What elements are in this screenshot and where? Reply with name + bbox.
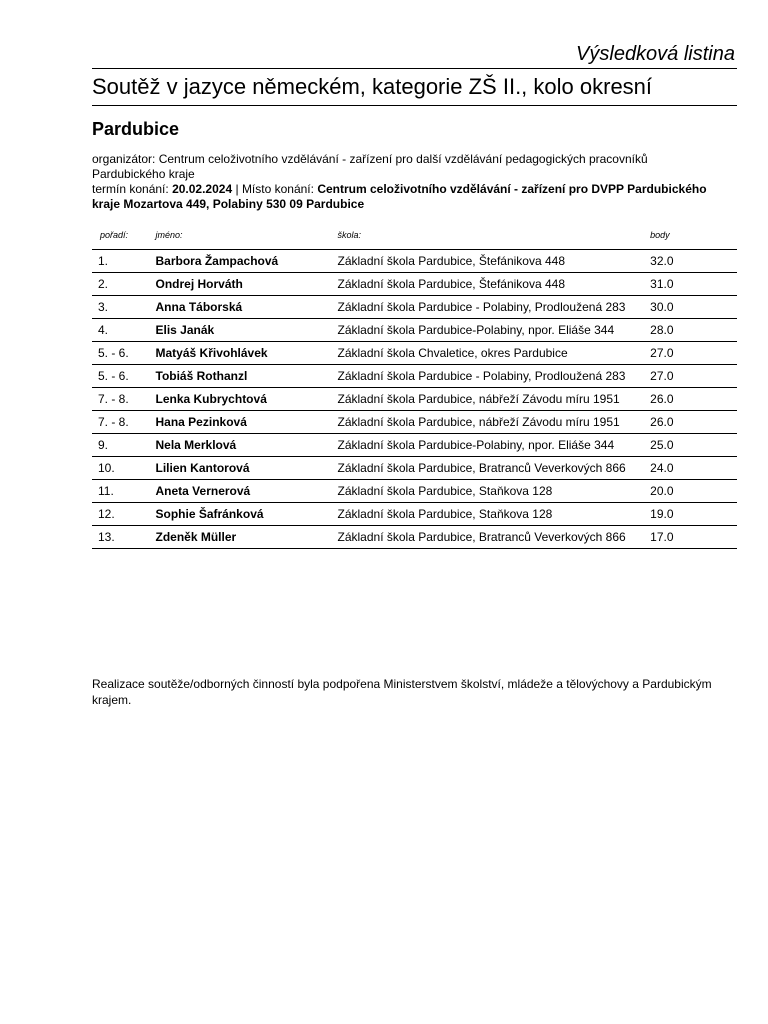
cell-points: 27.0 [650,365,737,388]
venue-label: Místo konání: [241,182,314,196]
cell-school: Základní škola Pardubice-Polabiny, npor. Eliáše 344 [338,434,651,457]
competition-title: Soutěž v jazyce německém, kategorie ZŠ II., kolo okresní [92,74,653,99]
table-row [92,388,737,411]
cell-points: 26.0 [650,411,737,434]
table-row [92,273,737,296]
cell-school: Základní škola Pardubice - Polabiny, Prodloužená 283 [338,365,651,388]
cell-name: Barbora Žampachová [156,250,338,273]
cell-points: 30.0 [650,296,737,319]
cell-name: Hana Pezinková [156,411,338,434]
funding-note: Realizace soutěže/odborných činností byla podpořena Ministerstvem školství, mládeže a tělovýchovy a Pardubickým krajem. [92,677,712,707]
cell-points: 25.0 [650,434,737,457]
cell-points: 32.0 [650,250,737,273]
document-type: Výsledková listina [576,43,735,65]
cell-rank: 3. [92,296,156,319]
cell-name: Matyáš Křivohlávek [156,342,338,365]
cell-points: 19.0 [650,503,737,526]
cell-rank: 2. [92,273,156,296]
table-row [92,526,737,549]
column-header-school: škola: [338,224,651,250]
cell-points: 27.0 [650,342,737,365]
cell-school: Základní škola Pardubice, nábřeží Závodu míru 1951 [338,411,651,434]
column-header-points: body [650,224,737,250]
cell-school: Základní škola Pardubice, Štefánikova 448 [338,273,651,296]
top-divider [92,68,737,69]
cell-rank: 1. [92,250,156,273]
cell-school: Základní škola Chvaletice, okres Pardubice [338,342,651,365]
cell-school: Základní škola Pardubice, Bratranců Veverkových 866 [338,457,651,480]
cell-school: Základní škola Pardubice, Štefánikova 448 [338,250,651,273]
cell-rank: 7. - 8. [92,411,156,434]
cell-points: 20.0 [650,480,737,503]
venue-value: Centrum celoživotního vzdělávání - zařízení pro DVPP Pardubického kraje Mozartova 449, Polabiny 530 09 Pardubice [92,182,707,211]
cell-rank: 5. - 6. [92,365,156,388]
cell-rank: 12. [92,503,156,526]
cell-school: Základní škola Pardubice, Staňkova 128 [338,480,651,503]
cell-rank: 4. [92,319,156,342]
table-row [92,434,737,457]
cell-name: Tobiáš Rothanzl [156,365,338,388]
organizer-value: Centrum celoživotního vzdělávání - zařízení pro další vzdělávání pedagogických pracovníků Pardubického kraje [92,152,648,181]
column-header-name: jméno: [156,224,338,250]
column-header-rank: pořadí: [92,224,156,250]
city-heading: Pardubice [92,119,180,139]
results-body [92,250,737,549]
organizer-label: organizátor: [92,152,156,166]
table-row [92,503,737,526]
table-row [92,480,737,503]
table-header-row [92,224,737,250]
event-info [92,152,712,212]
cell-name: Anna Táborská [156,296,338,319]
cell-school: Základní škola Pardubice - Polabiny, Prodloužená 283 [338,296,651,319]
cell-name: Zdeněk Müller [156,526,338,549]
table-row [92,250,737,273]
cell-rank: 9. [92,434,156,457]
cell-name: Elis Janák [156,319,338,342]
table-row [92,319,737,342]
date-label: termín konání: [92,182,169,196]
cell-name: Sophie Šafránková [156,503,338,526]
title-divider [92,105,737,106]
results-table [92,224,737,549]
info-separator: | [235,182,239,196]
cell-school: Základní škola Pardubice, Staňkova 128 [338,503,651,526]
table-row [92,457,737,480]
cell-name: Aneta Vernerová [156,480,338,503]
cell-school: Základní škola Pardubice, nábřeží Závodu míru 1951 [338,388,651,411]
table-row [92,365,737,388]
cell-points: 28.0 [650,319,737,342]
cell-points: 26.0 [650,388,737,411]
cell-name: Lenka Kubrychtová [156,388,338,411]
cell-points: 31.0 [650,273,737,296]
cell-rank: 5. - 6. [92,342,156,365]
cell-rank: 7. - 8. [92,388,156,411]
cell-rank: 10. [92,457,156,480]
cell-rank: 13. [92,526,156,549]
table-row [92,411,737,434]
cell-rank: 11. [92,480,156,503]
cell-name: Nela Merklová [156,434,338,457]
cell-name: Lilien Kantorová [156,457,338,480]
cell-school: Základní škola Pardubice, Bratranců Veverkových 866 [338,526,651,549]
cell-school: Základní škola Pardubice-Polabiny, npor. Eliáše 344 [338,319,651,342]
cell-name: Ondrej Horváth [156,273,338,296]
date-value: 20.02.2024 [172,182,233,196]
cell-points: 24.0 [650,457,737,480]
cell-points: 17.0 [650,526,737,549]
table-row [92,342,737,365]
table-row [92,296,737,319]
